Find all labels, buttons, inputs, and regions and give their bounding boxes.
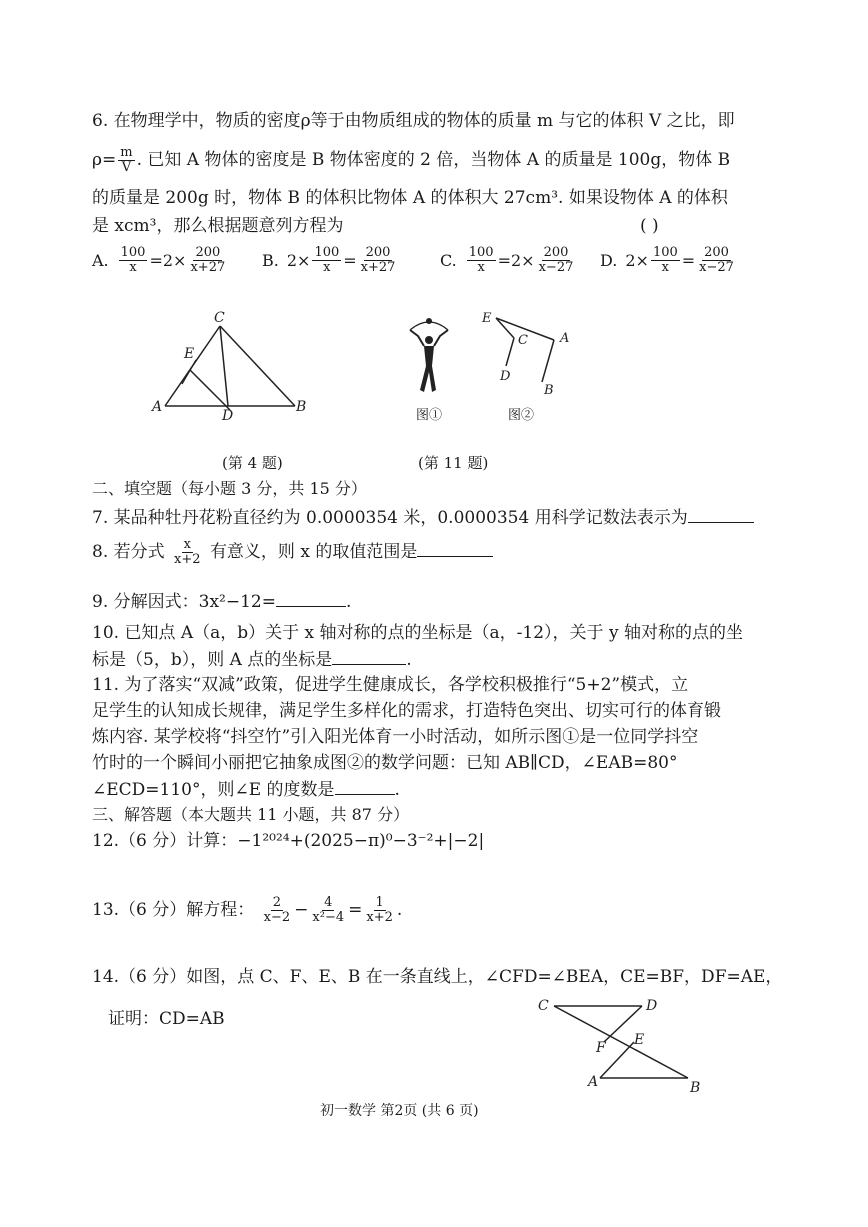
q6-line2 [92, 146, 730, 175]
fig4-label-a: A [152, 399, 163, 415]
q10-blank [332, 648, 406, 665]
option-a: A. $\frac{100}{x}$ =2× $\frac{200}{x+27}$ [92, 245, 226, 275]
q8-blank [417, 540, 493, 557]
q7-blank [688, 506, 754, 523]
fig11-point-c: C [518, 333, 528, 348]
q9: 9. 分解因式：3x²−12= . [92, 592, 352, 612]
fig11-point-a: A [560, 331, 570, 346]
q12: 12.（6 分）计算：−1²⁰²⁴+(2025−π)⁰−3⁻²+|−2| [92, 831, 485, 851]
q11-line3: 炼内容. 某学校将“抖空竹”引入阳光体育一小时活动，如所示图①是一位同学抖空 [92, 727, 699, 747]
q11-line2: 足学生的认知成长规律，满足学生多样化的需求，打造特色突出、切实可行的体育锻 [92, 701, 721, 721]
q11-blank [335, 778, 395, 795]
figure-q14 [530, 992, 710, 1098]
q11-line5: ∠ECD=110°，则∠E 的度数是 . [92, 780, 400, 800]
answer-parentheses: ( ) [640, 216, 659, 236]
q6-line3: 的质量是 200g 时，物体 B 的体积比物体 A 的体积大 27cm³. 如果设物体 A 的体积 [92, 188, 728, 208]
q8-fraction: $\frac{x}{x+2}$ [174, 537, 201, 567]
figure-q4-triangle [150, 308, 320, 423]
page-footer: 初一数学 第2页 (共 6 页) [320, 1103, 479, 1119]
fig14-label-c: C [538, 998, 549, 1014]
fig4-caption: (第 4 题) [222, 454, 283, 472]
q14-line2: 证明：CD=AB [108, 1009, 225, 1029]
rho-fraction: $\frac{m}{V}$ [120, 145, 133, 175]
fig4-label-b: B [296, 399, 307, 415]
fig11-label-2: 图② [508, 408, 535, 423]
fig11-point-d: D [500, 369, 511, 384]
q11-line1: 11. 为了落实“双减”政策，促进学生健康成长，各学校积极推行“5+2”模式，立 [92, 675, 689, 695]
q6-line1: 6. 在物理学中，物质的密度ρ等于由物质组成的物体的质量 m 与它的体积 V 之比，即 [92, 111, 735, 131]
fig14-label-e: E [634, 1032, 645, 1048]
option-c: C. $\frac{100}{x}$ =2× $\frac{200}{x-27}$ [440, 245, 574, 275]
q8: 8. 若分式 $\frac{x}{x+2}$ 有意义，则 x 的取值范围是 [92, 538, 493, 567]
fig4-label-e: E [184, 346, 195, 362]
fig14-label-f: F [596, 1040, 606, 1056]
q10-line2: 标是（5，b），则 A 点的坐标是 . [92, 650, 412, 670]
option-d: D. 2× $\frac{100}{x}$ = $\frac{200}{x-27}$ [600, 245, 734, 275]
section-3-heading: 三、解答题（本大题共 11 小题，共 87 分） [92, 805, 410, 824]
q14-line1: 14.（6 分）如图，点 C、F、E、B 在一条直线上，∠CFD=∠BEA，CE=BF，DF=AE， [92, 967, 783, 987]
q11-line4: 竹时的一个瞬间小丽把它抽象成图②的数学问题：已知 AB∥CD，∠EAB=80° [92, 753, 678, 773]
fig14-label-d: D [646, 998, 658, 1014]
fig11-point-e: E [482, 311, 492, 326]
q13: 13.（6 分）解方程： $\frac{2}{x-2}$ − $\frac{4}{\text{x²−4}}$ = $\frac{1}{x+2}$ . [92, 895, 403, 925]
figure-q11-person-icon [402, 316, 456, 396]
q6-line4: 是 xcm³，那么根据题意列方程为 [92, 216, 344, 236]
rho-prefix: ρ= [92, 150, 117, 170]
fig14-label-a: A [588, 1074, 599, 1090]
fig14-label-b: B [690, 1080, 701, 1096]
fig11-caption: (第 11 题) [418, 454, 489, 472]
fig11-point-b: B [544, 383, 554, 398]
fig4-label-d: D [222, 408, 234, 423]
fig11-label-1: 图① [416, 408, 443, 423]
q7: 7. 某品种牡丹花粉直径约为 0.0000354 米，0.0000354 用科学记数法表示为 [92, 506, 754, 529]
q10-line1: 10. 已知点 A（a，b）关于 x 轴对称的点的坐标是（a，-12），关于 y 轴对称的点的坐 [92, 623, 743, 643]
section-2-heading: 二、填空题（每小题 3 分，共 15 分） [92, 479, 367, 498]
fig4-label-c: C [214, 310, 225, 326]
q6-line2-rest: . 已知 A 物体的密度是 B 物体密度的 2 倍，当物体 A 的质量是 100g，物体 B [136, 150, 731, 170]
q9-blank [276, 590, 346, 607]
option-b: B. 2× $\frac{100}{x}$ = $\frac{200}{x+27}$ [262, 245, 396, 275]
figure-q11-geometry [478, 306, 578, 398]
